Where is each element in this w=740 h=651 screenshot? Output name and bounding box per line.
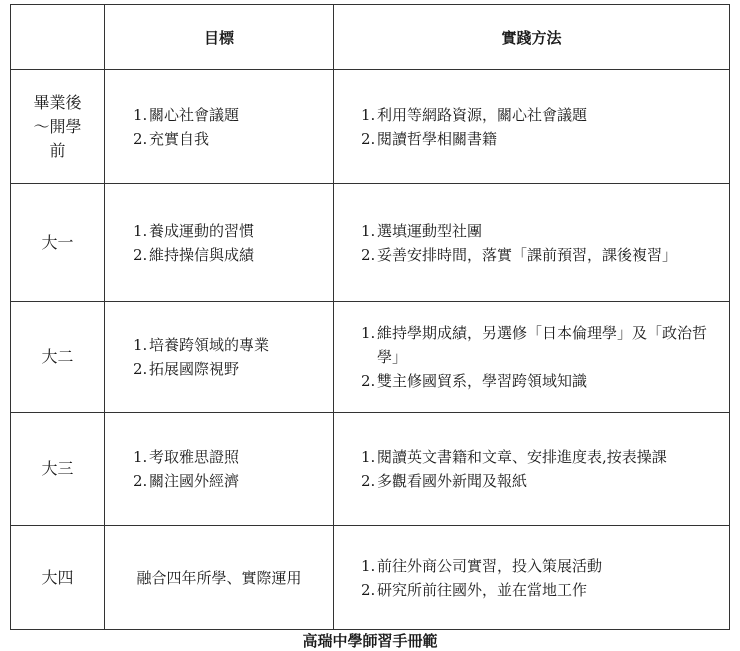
goal-text: 考取雅思證照 <box>149 448 240 466</box>
goal-item: 1. 養成運動的習慣 <box>133 221 255 240</box>
methods-list <box>361 445 719 493</box>
method-text: 閱讀哲學相關書籍 <box>377 129 498 148</box>
goal-text: 充實自我 <box>149 129 210 148</box>
period-cell <box>11 302 105 413</box>
method-text: 妥善安排時間，落實「課前預習，課後複習」 <box>377 245 678 264</box>
methods-cell <box>334 70 730 184</box>
period-cell <box>11 413 105 526</box>
table-row <box>11 413 730 526</box>
methods-cell <box>334 526 730 630</box>
goal-item: 1. 關心社會議題 <box>133 105 240 124</box>
table-row <box>11 70 730 184</box>
goals-cell <box>105 413 334 526</box>
plan-table <box>10 4 730 630</box>
methods-cell <box>334 302 730 413</box>
goal-text: 拓展國際視野 <box>149 360 240 378</box>
goal-item: 2. 關注國外經濟 <box>133 472 240 490</box>
table-row <box>11 526 730 630</box>
method-item: 1. 閱讀英文書籍和文章、安排進度表,按表操課 <box>361 448 667 466</box>
period-label: 大三 <box>41 459 74 478</box>
period-label: 大一 <box>41 232 74 252</box>
goal-item: 2. 充實自我 <box>133 129 210 148</box>
goal-text: 融合四年所學、實際運用 <box>136 568 302 587</box>
period-label: 大二 <box>41 347 74 366</box>
period-cell <box>11 526 105 630</box>
goals-list <box>133 333 333 381</box>
goal-text: 關心社會議題 <box>149 105 240 124</box>
goals-list <box>133 219 333 267</box>
method-item: 1. 維持學期成績，另選修「日本倫理學」及「政治哲學」 <box>361 324 708 366</box>
methods-list <box>361 554 719 602</box>
header-goal: 目標 <box>105 5 334 70</box>
goal-text: 維持操信與成績 <box>149 245 255 264</box>
method-text: 前往外商公司實習，投入策展活動 <box>377 556 603 575</box>
goal-text: 關注國外經濟 <box>149 472 240 490</box>
goal-text: 培養跨領域的專業 <box>149 336 270 354</box>
goals-list <box>133 103 333 151</box>
goal-item: 1. 考取雅思證照 <box>133 448 240 466</box>
method-text: 閱讀英文書籍和文章、安排進度表,按表操課 <box>377 448 667 466</box>
period-cell <box>11 70 105 184</box>
goals-cell <box>105 526 334 630</box>
method-item: 1. 利用等網路資源，關心社會議題 <box>361 105 588 124</box>
goal-text: 養成運動的習慣 <box>149 221 255 240</box>
methods-cell <box>334 184 730 302</box>
goal-item: 2. 維持操信與成績 <box>133 245 255 264</box>
header-method: 實踐方法 <box>334 5 730 70</box>
method-item: 2. 妥善安排時間，落實「課前預習，課後複習」 <box>361 245 678 264</box>
table-row <box>11 184 730 302</box>
methods-cell <box>334 413 730 526</box>
goals-list <box>133 445 333 493</box>
method-text: 多觀看國外新聞及報紙 <box>377 472 528 490</box>
method-item: 2. 雙主修國貿系，學習跨領域知識 <box>361 372 588 390</box>
header-blank-cell <box>11 5 105 70</box>
methods-list <box>361 321 719 393</box>
goal-item: 1. 培養跨領域的專業 <box>133 336 270 354</box>
method-item: 2. 閱讀哲學相關書籍 <box>361 129 498 148</box>
period-cell <box>11 184 105 302</box>
goals-cell <box>105 184 334 302</box>
goals-cell <box>105 302 334 413</box>
method-text: 研究所前往國外，並在當地工作 <box>377 580 588 599</box>
methods-list <box>361 103 719 151</box>
header-row <box>11 5 730 70</box>
table-row <box>11 302 730 413</box>
method-item: 2. 研究所前往國外，並在當地工作 <box>361 580 588 599</box>
document-caption: 高瑞中學師習手冊範 <box>302 632 438 650</box>
method-text: 選填運動型社團 <box>377 221 483 240</box>
method-text: 利用等網路資源，關心社會議題 <box>377 105 588 124</box>
method-text: 維持學期成績，另選修「日本倫理學」及「政治哲學」 <box>377 324 708 366</box>
method-item: 1. 前往外商公司實習，投入策展活動 <box>361 556 603 575</box>
period-label: 大四 <box>41 567 74 587</box>
period-label: 畢業後～開學前 <box>33 92 82 160</box>
goal-item: 2. 拓展國際視野 <box>133 360 240 378</box>
method-item: 1. 選填運動型社團 <box>361 221 483 240</box>
method-text: 雙主修國貿系，學習跨領域知識 <box>377 372 588 390</box>
methods-list <box>361 219 719 267</box>
method-item: 2. 多觀看國外新聞及報紙 <box>361 472 528 490</box>
goals-cell <box>105 70 334 184</box>
